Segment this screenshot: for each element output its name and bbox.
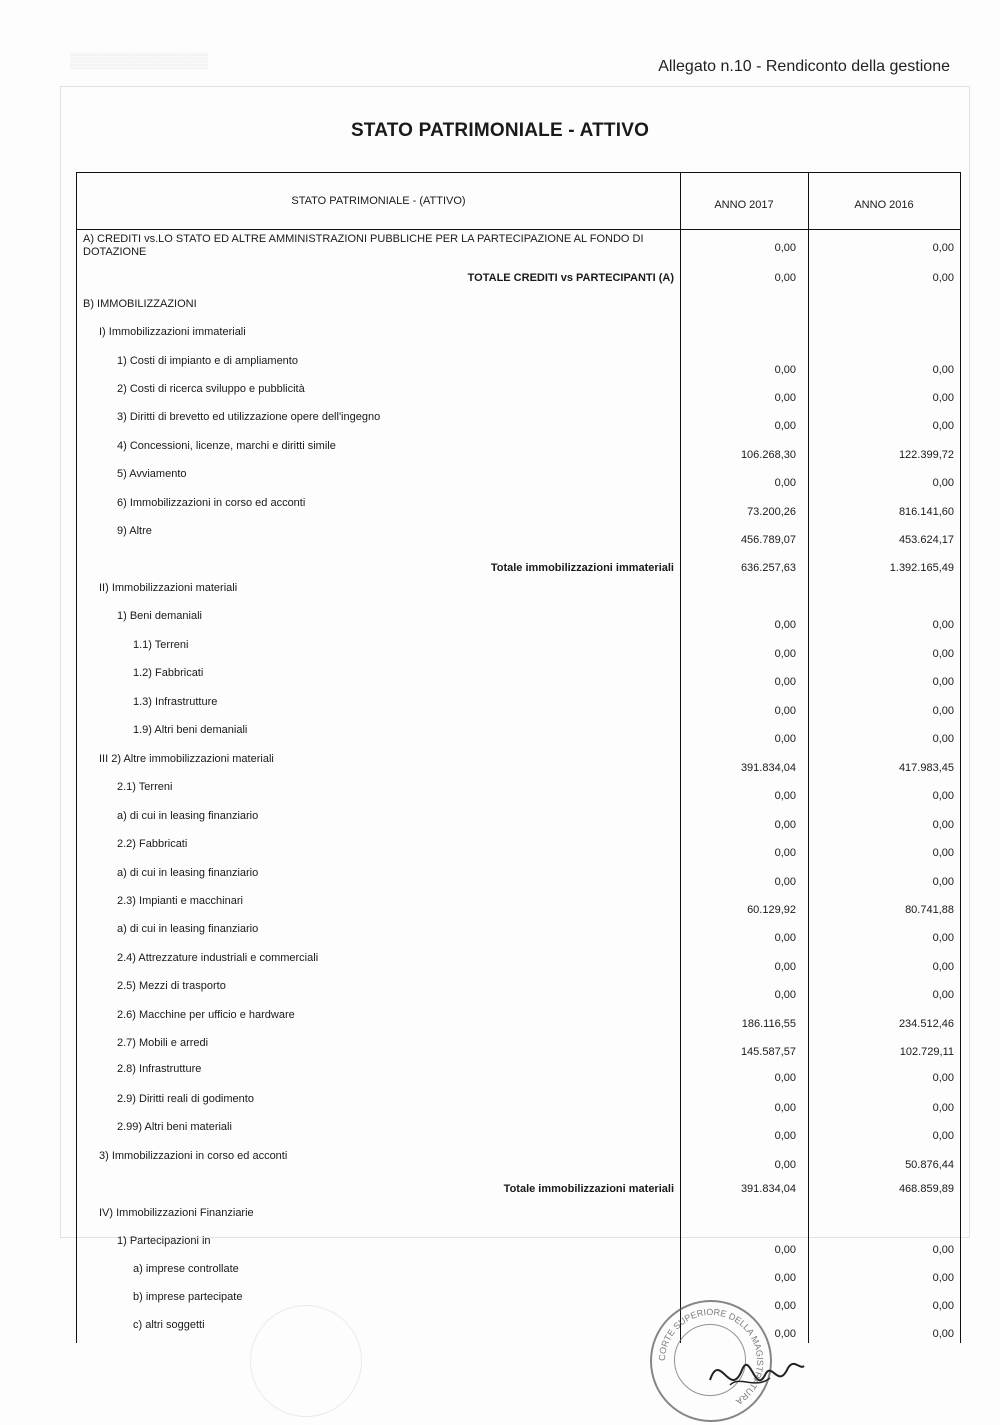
table-row: [77, 1263, 960, 1291]
row-label: 2.4) Attrezzature industriali e commerciali: [117, 952, 319, 964]
table-row: [77, 1121, 960, 1149]
row-label: 1) Beni demaniali: [117, 610, 202, 622]
row-label: 2.7) Mobili e arredi: [117, 1037, 209, 1049]
value-2016: 0,00: [932, 619, 954, 631]
value-2016: 0,00: [932, 1272, 954, 1284]
column-header-description: STATO PATRIMONIALE - (ATTIVO): [291, 195, 466, 207]
table-row: [77, 781, 960, 809]
table-row: [77, 497, 960, 525]
value-2016: 0,00: [932, 1072, 954, 1084]
value-2016: 0,00: [932, 1300, 954, 1312]
row-label: B) IMMOBILIZZAZIONI: [83, 298, 197, 310]
value-2017: 0,00: [774, 932, 796, 944]
value-2016: 0,00: [932, 705, 954, 717]
value-2017: 0,00: [774, 1130, 796, 1142]
value-2017: 0,00: [774, 876, 796, 888]
value-2017: 0,00: [774, 1244, 796, 1256]
table-row: [77, 1291, 960, 1319]
bleed-through-text: ▒▒▒▒▒▒▒▒▒▒▒▒▒: [70, 52, 209, 69]
value-2017: 391.834,04: [740, 1183, 796, 1195]
row-label: Totale immobilizzazioni immateriali: [490, 562, 674, 574]
table-row: [77, 923, 960, 951]
value-2016: 417.983,45: [898, 762, 954, 774]
value-2017: 0,00: [774, 272, 796, 284]
value-2016: 50.876,44: [905, 1159, 954, 1171]
column-header-year-2016: ANNO 2016: [854, 199, 914, 211]
row-label: III 2) Altre immobilizzazioni materiali: [99, 753, 274, 765]
value-2016: 0,00: [932, 847, 954, 859]
row-label: 1.2) Fabbricati: [133, 667, 204, 679]
value-2016: 816.141,60: [898, 506, 954, 518]
value-2017: 456.789,07: [740, 534, 796, 546]
value-2017: 0,00: [774, 1300, 796, 1312]
value-2017: 73.200,26: [747, 506, 796, 518]
table-row: [77, 753, 960, 781]
value-2017: 0,00: [774, 989, 796, 1001]
value-2017: 636.257,63: [740, 562, 796, 574]
row-label: 1.1) Terreni: [133, 639, 189, 651]
row-label: 2) Costi di ricerca sviluppo e pubblicità: [117, 383, 305, 395]
row-label: TOTALE CREDITI vs PARTECIPANTI (A): [467, 272, 674, 284]
value-2016: 0,00: [932, 1102, 954, 1114]
value-2016: 0,00: [932, 1244, 954, 1256]
value-2017: 0,00: [774, 1072, 796, 1084]
value-2017: 0,00: [774, 733, 796, 745]
row-label: 2.5) Mezzi di trasporto: [117, 980, 226, 992]
row-label: 9) Altre: [117, 525, 152, 537]
value-2016: 80.741,88: [905, 904, 954, 916]
row-label: b) imprese partecipate: [133, 1291, 243, 1303]
table-row: [77, 610, 960, 638]
value-2016: 0,00: [932, 876, 954, 888]
row-label: 1.3) Infrastrutture: [133, 696, 218, 708]
table-row: [77, 1063, 960, 1091]
row-label: 1.9) Altri beni demaniali: [133, 724, 248, 736]
row-label: 3) Diritti di brevetto ed utilizzazione opere dell'ingegno: [117, 411, 381, 423]
table-row-total: [77, 1174, 960, 1202]
table-row: [77, 696, 960, 724]
table-row-total: [77, 553, 960, 581]
value-2016: 0,00: [932, 242, 954, 254]
row-label: 2.8) Infrastrutture: [117, 1063, 202, 1075]
value-2017: 0,00: [774, 790, 796, 802]
row-label: 4) Concessioni, licenze, marchi e diritti simile: [117, 440, 336, 452]
row-label: 2.2) Fabbricati: [117, 838, 188, 850]
value-2016: 234.512,46: [898, 1018, 954, 1030]
table-row-subsection: [77, 582, 960, 610]
row-label: c) altri soggetti: [133, 1319, 205, 1331]
signature-icon: [700, 1340, 810, 1410]
value-2017: 0,00: [774, 1102, 796, 1114]
value-2017: 0,00: [774, 392, 796, 404]
row-label: 1) Partecipazioni in: [117, 1235, 211, 1247]
table-row: [77, 1037, 960, 1065]
table-row: [77, 440, 960, 468]
table-row-section: [77, 298, 960, 326]
value-2017: 0,00: [774, 364, 796, 376]
value-2016: 0,00: [932, 790, 954, 802]
table-row: [77, 810, 960, 838]
value-2017: 0,00: [774, 676, 796, 688]
table-row: [77, 233, 960, 261]
row-label: II) Immobilizzazioni materiali: [99, 582, 238, 594]
row-label: 1) Costi di impianto e di ampliamento: [117, 355, 298, 367]
value-2017: 0,00: [774, 705, 796, 717]
value-2017: 0,00: [774, 619, 796, 631]
row-label: a) di cui in leasing finanziario: [117, 867, 259, 879]
value-2016: 0,00: [932, 1328, 954, 1340]
row-label: IV) Immobilizzazioni Finanziarie: [99, 1207, 254, 1219]
value-2016: 0,00: [932, 420, 954, 432]
table-row: [77, 1319, 960, 1347]
value-2017: 0,00: [774, 648, 796, 660]
row-label: 2.9) Diritti reali di godimento: [117, 1093, 254, 1105]
allegato-heading: Allegato n.10 - Rendiconto della gestione: [658, 58, 950, 75]
value-2016: 102.729,11: [899, 1046, 954, 1058]
table-row-subsection: [77, 326, 960, 354]
value-2017: 0,00: [774, 242, 796, 254]
value-2017: 0,00: [774, 847, 796, 859]
value-2017: 106.268,30: [740, 449, 796, 461]
table-row: [77, 1235, 960, 1263]
row-label: 3) Immobilizzazioni in corso ed acconti: [99, 1150, 288, 1162]
value-2016: 0,00: [932, 932, 954, 944]
value-2016: 0,00: [932, 648, 954, 660]
row-label: 2.3) Impianti e macchinari: [117, 895, 243, 907]
value-2016: 0,00: [932, 477, 954, 489]
value-2017: 391.834,04: [740, 762, 796, 774]
header-divider: [77, 229, 960, 230]
value-2016: 0,00: [932, 392, 954, 404]
balance-sheet-table: [76, 172, 961, 1343]
value-2017: 145.587,57: [740, 1046, 796, 1058]
value-2016: 0,00: [932, 272, 954, 284]
value-2016: 453.624,17: [898, 534, 954, 546]
row-label: 2.1) Terreni: [117, 781, 173, 793]
value-2017: 0,00: [774, 819, 796, 831]
row-label: 5) Avviamento: [117, 468, 187, 480]
value-2017: 0,00: [774, 1328, 796, 1340]
value-2017: 0,00: [774, 420, 796, 432]
value-2016: 0,00: [932, 961, 954, 973]
value-2016: 0,00: [932, 1130, 954, 1142]
table-row: [77, 980, 960, 1008]
table-row: [77, 1009, 960, 1037]
value-2017: 0,00: [774, 961, 796, 973]
value-2016: 1.392.165,49: [889, 562, 954, 574]
row-label: a) di cui in leasing finanziario: [117, 923, 259, 935]
table-row: [77, 1093, 960, 1121]
table-row: [77, 639, 960, 667]
value-2017: 186.116,55: [741, 1018, 796, 1030]
row-label: a) imprese controllate: [133, 1263, 239, 1275]
value-2016: 0,00: [932, 989, 954, 1001]
row-label: Totale immobilizzazioni materiali: [503, 1183, 674, 1195]
table-row: [77, 952, 960, 980]
svg-text:CORTE SUPERIORE DELLA MAGISTRA: CORTE SUPERIORE DELLA MAGISTRATURA: [656, 1306, 766, 1407]
table-row: [77, 838, 960, 866]
faint-stamp: [250, 1305, 362, 1417]
table-row: [77, 867, 960, 895]
table-row: [77, 383, 960, 411]
value-2016: 122.399,72: [898, 449, 954, 461]
row-label: A) CREDITI vs.LO STATO ED ALTRE AMMINISTRAZIONI PUBBLICHE PER LA PARTECIPAZIONE AL FONDO DI DOTAZIONE: [83, 233, 644, 258]
value-2016: 0,00: [932, 733, 954, 745]
row-label: I) Immobilizzazioni immateriali: [99, 326, 246, 338]
value-2016: 0,00: [932, 819, 954, 831]
row-label: 6) Immobilizzazioni in corso ed acconti: [117, 497, 306, 509]
table-row-total: [77, 263, 960, 291]
value-2017: 0,00: [774, 477, 796, 489]
value-2017: 60.129,92: [747, 904, 796, 916]
table-row: [77, 724, 960, 752]
table-row: [77, 411, 960, 439]
table-row: [77, 355, 960, 383]
row-label: 2.99) Altri beni materiali: [117, 1121, 232, 1133]
row-label: 2.6) Macchine per ufficio e hardware: [117, 1009, 295, 1021]
page-title: STATO PATRIMONIALE - ATTIVO: [350, 120, 650, 141]
table-row: [77, 525, 960, 553]
value-2016: 0,00: [932, 676, 954, 688]
row-label: a) di cui in leasing finanziario: [117, 810, 259, 822]
table-row-subsection: [77, 1207, 960, 1235]
value-2016: 468.859,89: [898, 1183, 954, 1195]
table-row: [77, 468, 960, 496]
table-row: [77, 895, 960, 923]
value-2016: 0,00: [932, 364, 954, 376]
value-2017: 0,00: [774, 1159, 796, 1171]
value-2017: 0,00: [774, 1272, 796, 1284]
column-header-year-2017: ANNO 2017: [714, 199, 774, 211]
table-row: [77, 667, 960, 695]
